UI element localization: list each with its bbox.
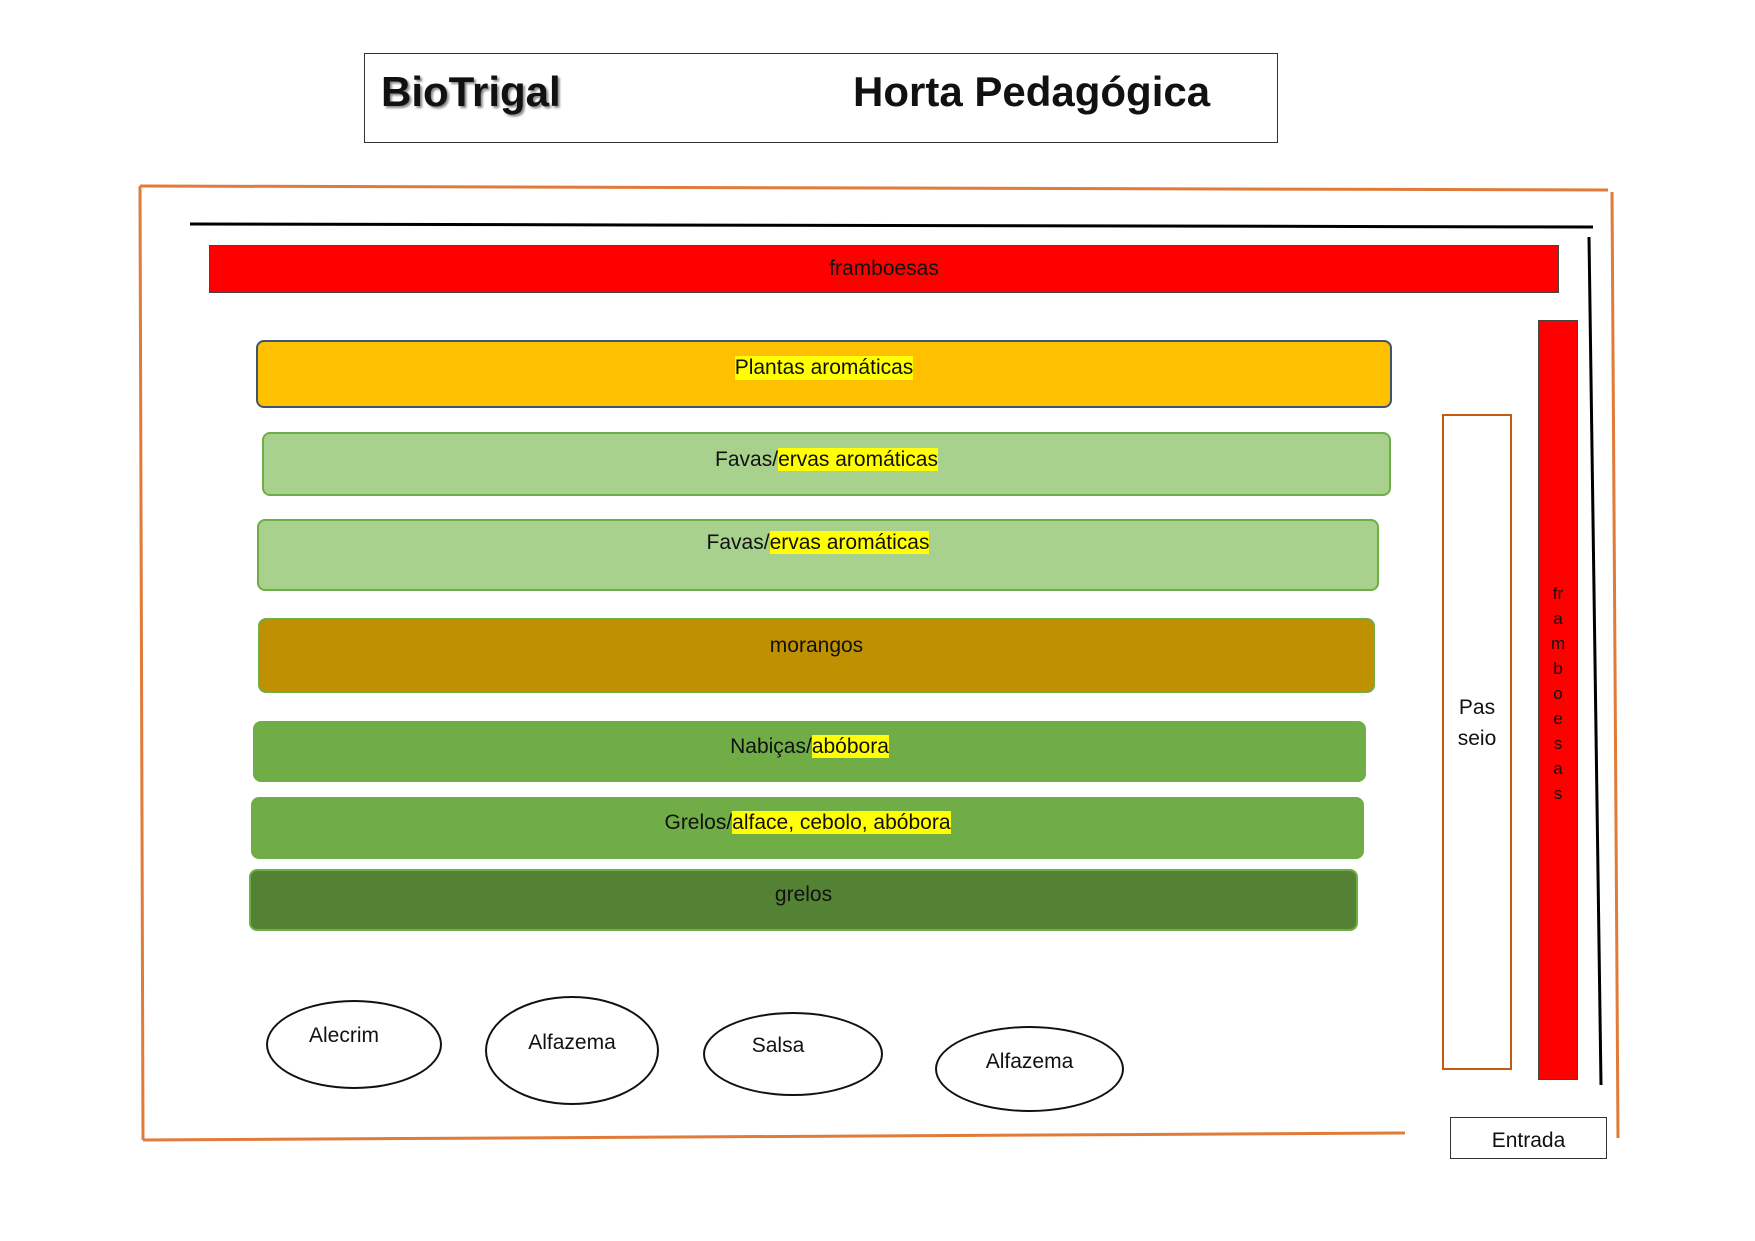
walkway-label: Passeio (1457, 696, 1497, 750)
entrance-label: Entrada (1491, 1129, 1566, 1152)
bed-grelos-mix-main: Grelos/ (664, 811, 733, 834)
bed-raspberries-top-label: framboesas (829, 257, 939, 280)
fence-top (190, 224, 1593, 227)
bed-favas-2-label (707, 531, 930, 555)
entrance-box (1450, 1117, 1607, 1159)
brand-name: BioTrigal (381, 68, 561, 115)
bed-favas-1 (262, 432, 1391, 496)
herb-circle-alecrim (266, 1000, 442, 1089)
herb-label-salsa: Salsa (751, 1034, 805, 1057)
bed-favas-1-label (715, 448, 938, 472)
bed-favas-2-main: Favas/ (706, 531, 770, 554)
herb-circle-salsa (703, 1012, 883, 1096)
bed-grelos-mix-label (664, 811, 950, 835)
header-box (364, 53, 1278, 143)
bed-strawberries (258, 618, 1375, 693)
bed-favas-1-highlight: ervas aromáticas (778, 448, 938, 471)
boundary-top (140, 186, 1608, 190)
fence-right (1589, 237, 1601, 1085)
bed-grelos-mix-highlight: alface, cebolo, abóbora (732, 811, 951, 834)
bed-nabicas-main: Nabiças/ (730, 735, 812, 758)
page-title: Horta Pedagógica (853, 68, 1211, 115)
bed-aromatic-plants-label: Plantas aromáticas (734, 356, 914, 379)
bed-grelos-mix (251, 797, 1364, 859)
bed-favas-2-highlight: ervas aromáticas (769, 531, 930, 554)
herb-circle-alfazema-2 (935, 1026, 1124, 1112)
bed-aromatic-plants (256, 340, 1392, 408)
herb-circle-alfazema-1 (485, 996, 659, 1105)
boundary-bottom (143, 1133, 1405, 1140)
herb-label-alfazema-1: Alfazema (528, 1031, 616, 1054)
bed-favas-1-main: Favas/ (715, 448, 779, 471)
bed-nabicas-label (730, 735, 889, 759)
bed-grelos (249, 869, 1358, 931)
boundary-left (140, 186, 143, 1140)
bed-raspberries-side (1538, 320, 1578, 1080)
bed-grelos-label: grelos (774, 883, 833, 906)
bed-nabicas (253, 721, 1366, 782)
walkway (1442, 414, 1512, 1070)
boundary-right (1612, 192, 1618, 1138)
bed-raspberries-side-label: framboesas (1551, 584, 1566, 803)
herb-label-alfazema-2: Alfazema (985, 1050, 1074, 1073)
bed-nabicas-highlight: abóbora (811, 735, 889, 758)
bed-strawberries-label: morangos (769, 634, 864, 657)
herb-label-alecrim: Alecrim (308, 1024, 379, 1047)
bed-raspberries-top (209, 245, 1559, 293)
bed-favas-2 (257, 519, 1379, 591)
